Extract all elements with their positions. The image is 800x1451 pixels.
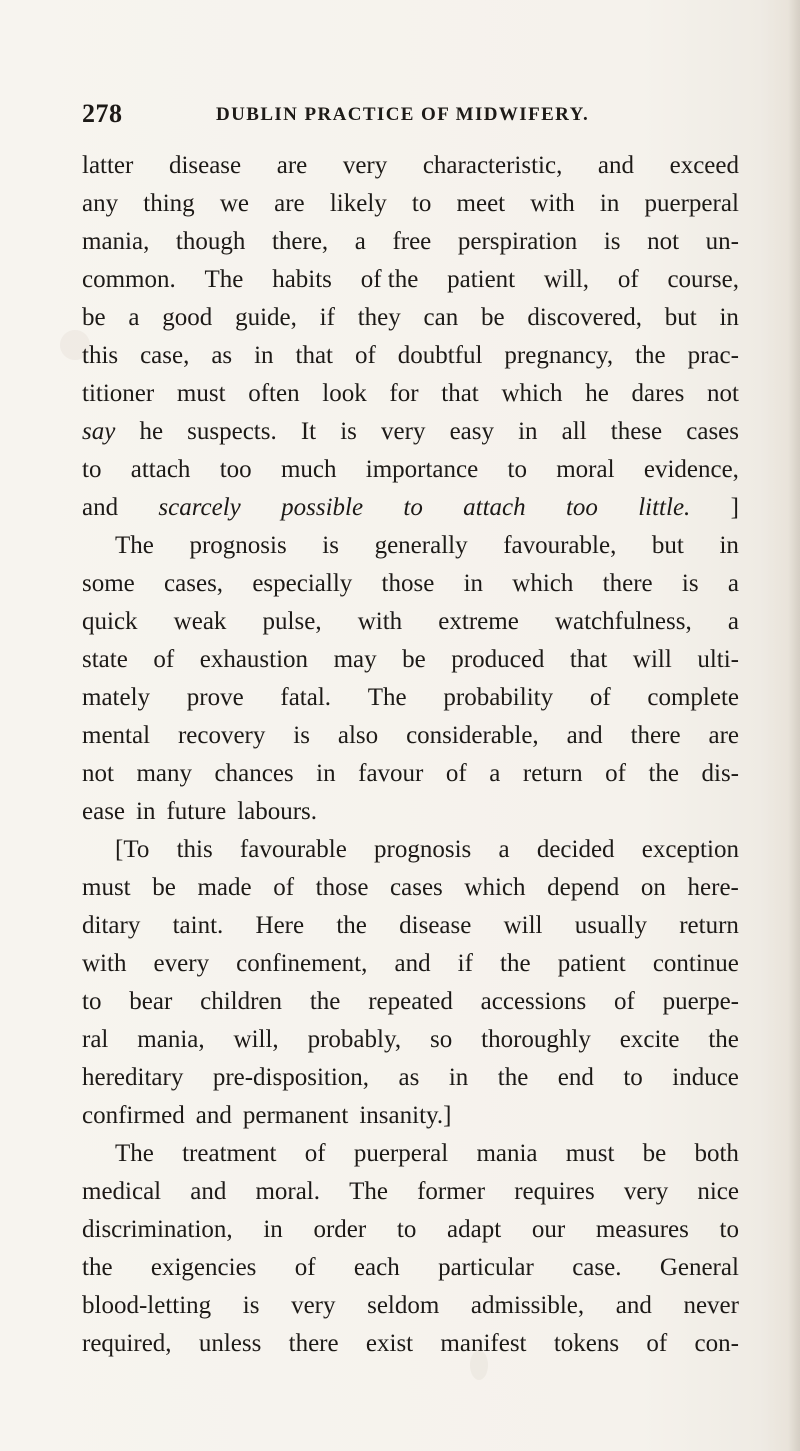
word: the: [336, 912, 367, 939]
word: unless: [198, 1330, 262, 1357]
word: to: [396, 1216, 417, 1243]
text-line: [82, 1325, 739, 1363]
word: watchfulness,: [554, 608, 692, 635]
word: may: [333, 646, 377, 673]
word: is: [681, 570, 699, 597]
word: disease: [168, 152, 242, 179]
word: there: [602, 570, 653, 597]
word: a: [498, 836, 510, 863]
word: accessions: [480, 988, 587, 1015]
word: will: [503, 912, 543, 939]
word: mania,: [82, 228, 150, 255]
word: manifest: [440, 1330, 527, 1357]
word: which: [464, 874, 526, 901]
word: fatal.: [280, 684, 332, 711]
word: too: [219, 456, 252, 483]
word: look: [322, 380, 367, 407]
word: favourable,: [503, 532, 617, 559]
word: if: [319, 304, 335, 331]
word: treatment: [182, 1140, 277, 1167]
word: to: [403, 494, 423, 521]
word: be: [152, 874, 176, 901]
word: moral.: [255, 1178, 321, 1205]
word: of: [294, 1254, 316, 1281]
word: future: [166, 798, 227, 825]
text-line: [82, 1097, 739, 1135]
word: It: [300, 418, 317, 445]
word: these: [610, 418, 663, 445]
word: depend: [547, 874, 620, 901]
word: little.: [638, 494, 691, 521]
word: of: [445, 760, 467, 787]
word: of: [354, 342, 376, 369]
word: with: [357, 608, 403, 635]
word: and: [394, 950, 431, 977]
word: a: [354, 228, 366, 255]
word: will,: [543, 266, 590, 293]
word: possible: [281, 494, 364, 521]
word: that: [441, 380, 479, 407]
word: thing: [143, 190, 195, 217]
body-text: [82, 147, 739, 1363]
word: this: [176, 836, 213, 863]
word: requires: [514, 1178, 595, 1205]
word: will,: [233, 1026, 279, 1053]
word: exhaustion: [199, 646, 309, 673]
text-line: [82, 945, 739, 983]
word: is: [242, 1292, 260, 1319]
word: tokens: [553, 1330, 620, 1357]
word: which: [512, 570, 574, 597]
word: medical: [82, 1178, 162, 1205]
word: to: [623, 1064, 643, 1091]
word: a: [727, 570, 739, 597]
word: insanity.]: [359, 1102, 452, 1129]
page-edge-shadow: [788, 0, 800, 1451]
word: confirmed: [82, 1102, 185, 1129]
text-line: [82, 1249, 739, 1287]
word: to: [411, 190, 432, 217]
word: discovered,: [527, 304, 642, 331]
word: The: [349, 1178, 388, 1205]
word: of the: [360, 266, 419, 293]
word: never: [683, 1292, 739, 1319]
word: recovery: [177, 722, 266, 749]
word: of: [614, 988, 635, 1015]
text-line: [82, 831, 739, 869]
word: we: [219, 190, 249, 217]
word: prognosis: [374, 836, 472, 863]
text-line: [82, 1211, 739, 1249]
word: be: [642, 1140, 667, 1167]
text-line: [82, 983, 739, 1021]
word: of: [617, 266, 639, 293]
word: case,: [140, 342, 190, 369]
word: ditary: [82, 912, 141, 939]
page-header: [82, 95, 722, 129]
word: patient: [447, 266, 516, 293]
word: of: [605, 760, 626, 787]
word: too: [565, 494, 598, 521]
word: very: [381, 418, 426, 445]
word: not: [82, 760, 114, 787]
word: of: [273, 874, 295, 901]
word: many: [136, 760, 193, 787]
word: are: [274, 190, 305, 217]
word: seldom: [367, 1292, 440, 1319]
word: pregnancy,: [504, 342, 614, 369]
word: our: [531, 1216, 566, 1243]
word: each: [353, 1254, 400, 1281]
word: are: [276, 152, 308, 179]
word: former: [417, 1178, 486, 1205]
word: labours.: [237, 798, 318, 825]
word: meet: [456, 190, 506, 217]
word: cases,: [164, 570, 224, 597]
text-line: [82, 565, 739, 603]
word: confinement,: [236, 950, 368, 977]
word: every: [153, 950, 210, 977]
word: produced: [451, 646, 545, 673]
word: ulti-: [697, 646, 739, 673]
text-line: [82, 1135, 739, 1173]
word: return: [522, 760, 583, 787]
word: ral: [82, 1026, 109, 1053]
word: complete: [647, 684, 739, 711]
text-line: [82, 451, 739, 489]
word: the: [82, 1254, 113, 1281]
word: in: [263, 1216, 283, 1243]
word: pre-disposition,: [212, 1064, 370, 1091]
word: state: [82, 646, 128, 673]
word: if: [457, 950, 473, 977]
word: in: [254, 342, 274, 369]
word: characteristic,: [422, 152, 563, 179]
word: prove: [186, 684, 244, 711]
word: induce: [672, 1064, 739, 1091]
word: favourable: [239, 836, 347, 863]
word: but: [651, 532, 684, 559]
word: adapt: [447, 1216, 502, 1243]
text-line: [82, 755, 739, 793]
word: bear: [129, 988, 173, 1015]
text-line: [82, 527, 739, 565]
word: blood-letting: [82, 1292, 212, 1319]
word: be: [82, 304, 106, 331]
word: discrimination,: [82, 1216, 233, 1243]
word: he: [585, 380, 609, 407]
word: good: [162, 304, 213, 331]
word: habits: [272, 266, 332, 293]
word: and: [566, 722, 603, 749]
word: especially: [252, 570, 353, 597]
word: say: [82, 418, 116, 445]
word: those: [381, 570, 435, 597]
word: a: [489, 760, 501, 787]
word: un-: [705, 228, 739, 255]
word: there,: [271, 228, 329, 255]
word: for: [389, 380, 419, 407]
word: very: [623, 1178, 669, 1205]
word: admissible,: [470, 1292, 585, 1319]
word: to: [719, 1216, 739, 1243]
word: moral: [556, 456, 615, 483]
word: which: [501, 380, 563, 407]
word: end: [557, 1064, 594, 1091]
word: is: [293, 722, 310, 749]
text-line: [82, 1287, 739, 1325]
word: dares: [631, 380, 685, 407]
word: very: [291, 1292, 336, 1319]
word: decided: [536, 836, 615, 863]
word: ease: [82, 798, 126, 825]
word: latter: [82, 152, 134, 179]
word: weak: [173, 608, 227, 635]
text-line: [82, 1173, 739, 1211]
word: favour: [358, 760, 424, 787]
word: often: [248, 380, 300, 407]
word: The: [367, 684, 407, 711]
word: is: [603, 228, 621, 255]
word: chances: [214, 760, 294, 787]
word: there: [630, 722, 681, 749]
word: usually: [574, 912, 647, 939]
word: children: [200, 988, 283, 1015]
word: in: [719, 304, 739, 331]
word: measures: [595, 1216, 689, 1243]
word: the: [708, 1026, 739, 1053]
word: in: [448, 1064, 469, 1091]
text-line: [82, 185, 739, 223]
word: permanent: [242, 1102, 349, 1129]
text-line: [82, 337, 739, 375]
word: required,: [82, 1330, 172, 1357]
word: not: [647, 228, 680, 255]
word: taint.: [172, 912, 224, 939]
word: some: [82, 570, 135, 597]
word: considerable,: [406, 722, 539, 749]
word: also: [337, 722, 379, 749]
word: mania,: [137, 1026, 205, 1053]
word: to: [82, 456, 102, 483]
running-head: DUBLIN PRACTICE OF MIDWIFERY.: [216, 104, 590, 125]
text-line: [82, 489, 739, 527]
word: to: [507, 456, 527, 483]
word: that: [295, 342, 333, 369]
word: Here: [255, 912, 305, 939]
word: in: [719, 532, 739, 559]
word: The: [115, 532, 154, 559]
word: mately: [82, 684, 151, 711]
word: return: [679, 912, 739, 939]
word: he: [139, 418, 164, 445]
word: be: [481, 304, 505, 331]
word: so: [430, 1026, 453, 1053]
word: must: [82, 874, 131, 901]
word: they: [357, 304, 401, 331]
word: prac-: [687, 342, 739, 369]
word: the: [648, 760, 679, 787]
word: scarcely: [158, 494, 241, 521]
word: order: [313, 1216, 367, 1243]
word: evidence,: [643, 456, 739, 483]
word: very: [342, 152, 388, 179]
word: cases: [390, 874, 443, 901]
word: are: [708, 722, 739, 749]
word: with: [82, 950, 127, 977]
word: pulse,: [262, 608, 322, 635]
word: there: [288, 1330, 339, 1357]
word: General: [659, 1254, 739, 1281]
word: but: [664, 304, 697, 331]
page-number: 278: [82, 99, 123, 128]
word: exist: [365, 1330, 414, 1357]
word: mental: [82, 722, 151, 749]
word: ]: [730, 494, 739, 521]
word: case.: [572, 1254, 622, 1281]
word: a: [128, 304, 140, 331]
word: quick: [82, 608, 138, 635]
word: that: [569, 646, 608, 673]
word: [To: [115, 836, 150, 863]
word: the: [497, 1064, 529, 1091]
word: and: [190, 1178, 227, 1205]
word: perspiration: [457, 228, 578, 255]
word: on: [640, 874, 666, 901]
word: those: [315, 874, 369, 901]
word: in: [518, 418, 538, 445]
text-line: [82, 147, 739, 185]
text-line: [82, 869, 739, 907]
word: hereditary: [82, 1064, 184, 1091]
word: in: [463, 570, 484, 597]
text-line: [82, 717, 739, 755]
word: cases: [686, 418, 739, 445]
word: titioner: [82, 380, 155, 407]
word: can: [423, 304, 459, 331]
word: will: [632, 646, 672, 673]
text-line: [82, 413, 739, 451]
word: puerperal: [353, 1140, 449, 1167]
word: to: [82, 988, 102, 1015]
word: a: [727, 608, 739, 635]
word: attach: [130, 456, 191, 483]
text-line: [82, 679, 739, 717]
word: not: [706, 380, 739, 407]
word: and: [615, 1292, 652, 1319]
text-line: [82, 375, 739, 413]
word: as: [398, 1064, 420, 1091]
word: much: [280, 456, 337, 483]
text-line: [82, 1059, 739, 1097]
word: all: [561, 418, 587, 445]
word: the: [309, 988, 341, 1015]
word: probably,: [307, 1026, 402, 1053]
word: easy: [449, 418, 494, 445]
word: puerpe-: [662, 988, 739, 1015]
word: the: [635, 342, 666, 369]
word: any: [82, 190, 119, 217]
text-line: [82, 793, 739, 831]
text-line: [82, 261, 739, 299]
word: common.: [82, 266, 176, 293]
word: patient: [557, 950, 626, 977]
word: excite: [619, 1026, 680, 1053]
word: likely: [329, 190, 387, 217]
word: of: [589, 684, 611, 711]
word: exigencies: [150, 1254, 257, 1281]
text-line: [82, 223, 739, 261]
word: probability: [443, 684, 554, 711]
word: in: [599, 190, 620, 217]
word: as: [211, 342, 233, 369]
word: extreme: [438, 608, 519, 635]
word: exception: [641, 836, 739, 863]
text-line: [82, 1021, 739, 1059]
word: disease: [399, 912, 472, 939]
word: suspects.: [187, 418, 277, 445]
word: in: [136, 798, 156, 825]
word: and: [82, 494, 119, 521]
word: exceed: [669, 152, 739, 179]
word: generally: [374, 532, 468, 559]
word: with: [530, 190, 575, 217]
word: and: [597, 152, 635, 179]
word: guide,: [235, 304, 297, 331]
word: the: [500, 950, 531, 977]
word: here-: [687, 874, 739, 901]
word: though: [175, 228, 246, 255]
word: both: [694, 1140, 739, 1167]
word: of: [646, 1330, 668, 1357]
word: attach: [463, 494, 526, 521]
word: prognosis: [189, 532, 287, 559]
word: and: [195, 1102, 232, 1129]
word: nice: [697, 1178, 739, 1205]
word: free: [392, 228, 432, 255]
text-line: [82, 299, 739, 337]
word: puerperal: [644, 190, 739, 217]
word: made: [197, 874, 252, 901]
word: this: [82, 342, 119, 369]
word: thoroughly: [481, 1026, 591, 1053]
word: continue: [652, 950, 739, 977]
text-line: [82, 641, 739, 679]
word: dis-: [701, 760, 739, 787]
word: particular: [438, 1254, 534, 1281]
word: must: [176, 380, 226, 407]
word: of: [153, 646, 175, 673]
word: must: [565, 1140, 615, 1167]
text-line: [82, 603, 739, 641]
word: importance: [365, 456, 479, 483]
word: of: [304, 1140, 326, 1167]
word: doubtful: [397, 342, 483, 369]
word: course,: [667, 266, 739, 293]
word: be: [402, 646, 426, 673]
word: is: [322, 532, 339, 559]
word: in: [316, 760, 336, 787]
word: mania: [476, 1140, 538, 1167]
word: repeated: [368, 988, 453, 1015]
text-line: [82, 907, 739, 945]
word: The: [204, 266, 244, 293]
word: is: [340, 418, 357, 445]
word: con-: [694, 1330, 739, 1357]
word: The: [115, 1140, 154, 1167]
